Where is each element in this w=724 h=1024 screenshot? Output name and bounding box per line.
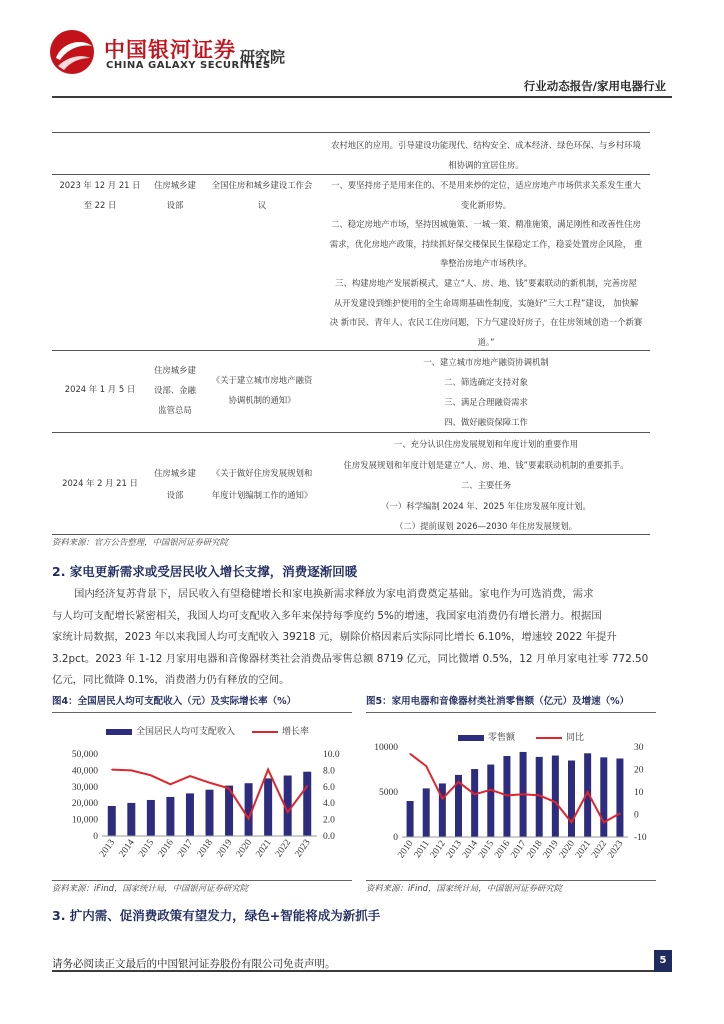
y-tick-label: 40,000 — [71, 766, 98, 777]
line-point — [458, 781, 459, 782]
line-point — [131, 770, 132, 771]
bar — [439, 783, 446, 837]
bar — [503, 756, 510, 837]
table-row-3-dept: 住房城乡建 设部 — [154, 468, 196, 500]
line-point — [228, 788, 229, 789]
x-tick-label: 2013 — [98, 837, 118, 860]
y-tick-label: 30,000 — [71, 782, 98, 793]
table-row-3-date: 2024 年 2 月 21 日 — [62, 478, 138, 488]
x-tick-label: 2017 — [176, 837, 196, 860]
x-tick-label: 2023 — [293, 837, 313, 860]
line-point — [539, 795, 540, 796]
x-tick-label: 2013 — [444, 838, 464, 861]
line-point — [522, 794, 523, 795]
x-tick-label: 2020 — [234, 837, 255, 860]
line-point — [603, 822, 604, 823]
table-row-3-doc: 《关于做好住房发展规划和 年度计划编制工作的通知》 — [211, 468, 313, 500]
legend-line-swatch — [536, 737, 562, 739]
table-row-1-date: 2023 年 12 月 21 日 至 22 日 — [59, 180, 141, 210]
header-rule — [52, 96, 672, 98]
y2-tick-label: 10 — [634, 788, 644, 798]
table-rule — [52, 534, 650, 535]
table-row-0-content: 农村地区的应用。引导建设功能现代、结构安全、成本经济、绿色环保、与乡村环境 相协调的宜居住房。 — [331, 140, 641, 170]
line-point — [506, 795, 507, 796]
table-row-2-date: 2024 年 1 月 5 日 — [64, 384, 136, 394]
institute-label: 研究院 — [240, 48, 286, 66]
table-row-2-doc: 《关于建立城市房地产融资 协调机制的通知》 — [211, 375, 313, 405]
line-point — [209, 782, 210, 783]
report-type: 行业动态报告/家用电器行业 — [523, 79, 666, 93]
line-point — [268, 769, 269, 770]
table-row-2-content: 一、建立城市房地产融资协调机制 二、筛选确定支持对象 三、满足合理融资需求 四、做好融资保障工作 — [423, 357, 549, 427]
fig4-legend-growth: 增长率 — [252, 724, 309, 737]
bar — [616, 759, 623, 837]
section-2-title: 2. 家电更新需求或受居民收入增长支撑，消费逐渐回暖 — [52, 564, 358, 579]
x-tick-label: 2021 — [574, 838, 594, 861]
bar — [568, 761, 575, 838]
bar — [166, 797, 174, 836]
line-point — [189, 776, 190, 777]
x-tick-label: 2018 — [525, 838, 545, 861]
line-point — [490, 789, 491, 790]
footer-rule — [52, 970, 672, 972]
x-tick-label: 2022 — [274, 837, 294, 860]
y-tick-label: 10000 — [374, 743, 398, 753]
x-tick-label: 2020 — [557, 838, 577, 861]
table-row-2-dept: 住房城乡建 设部、金融 监管总局 — [154, 365, 196, 415]
fig5-source: 资料来源：iFind，国家统计局，中国银河证券研究院 — [366, 883, 562, 893]
fig5-legend-yoy: 同比 — [536, 730, 584, 743]
table-rule — [52, 132, 650, 133]
table-rule — [52, 350, 650, 351]
x-tick-label: 2021 — [254, 837, 274, 860]
x-tick-label: 2015 — [477, 838, 497, 861]
y2-tick-label: 10.0 — [323, 750, 340, 760]
fig5-bottom-rule — [366, 880, 656, 881]
x-tick-label: 2012 — [428, 838, 448, 861]
section-2-paragraph: 国内经济复苏背景下，居民收入有望稳健增长和家电换新需求释放为家电消费奠定基础。家电作为可选消费，需求 与人均可支配增长紧密相关，我国人均可支配收入多年来保持每季度约 5%的增速，我国家电消费仍有增长潜力。根据国 家统计局数据，2023 年以来我国人均可支配收入 39218 元，剔除价格因素后实际同比增长 6.10%，增速较 2022 年提升 3.2pct。2023 年 1-12 月家用电器和音像器材类社会消费品零售总额 8719 亿元，同比微增 0.5%，12 月单月家电社零 772.50 亿元，同比微降 0.1%，消费潜力仍有释放的空间。 — [52, 588, 649, 686]
bar — [186, 793, 194, 836]
table-row-3-content: 一、充分认识住房发展规划和年度计划的重要作用 住房发展规划和年度计划是建立“人、房、地、钱”要素联动机制的重要抓手。 二、主要任务 （一）科学编制 2024 年、2025 年住房发展年度计划。 （二）提前谋划 2026—2030 年住房发展规划。 — [343, 439, 629, 531]
table-source: 资料来源：官方公告整理，中国银河证券研究院 — [52, 537, 228, 547]
bar — [303, 772, 311, 836]
fig4-source: 资料来源：iFind，国家统计局，中国银河证券研究院 — [52, 883, 248, 893]
x-tick-label: 2010 — [396, 838, 416, 861]
x-tick-label: 2014 — [117, 837, 137, 860]
bar — [127, 803, 135, 836]
y-tick-label: 50,000 — [71, 750, 98, 760]
fig4-legend-income: 全国居民人均可支配收入 — [106, 724, 235, 737]
bar — [108, 806, 116, 836]
y-tick-label: 20,000 — [71, 799, 98, 810]
logo-chinese-text: 中国银河证券 — [104, 38, 236, 62]
y-tick-label: 0 — [393, 833, 398, 843]
x-tick-label: 2015 — [137, 837, 157, 860]
y2-tick-label: 2.0 — [323, 815, 335, 826]
x-tick-label: 2019 — [541, 838, 561, 861]
x-tick-label: 2011 — [412, 838, 432, 861]
x-tick-label: 2016 — [156, 837, 176, 860]
line-point — [248, 818, 249, 819]
y2-tick-label: 8.0 — [323, 766, 335, 777]
line-point — [307, 785, 308, 786]
table-rule — [52, 432, 650, 433]
fig4-chart — [52, 740, 352, 880]
fig5-chart — [366, 740, 656, 880]
x-tick-label: 2023 — [606, 838, 626, 861]
logo-english-text: CHINA GALAXY SECURITIES — [106, 60, 271, 71]
line-point — [111, 769, 112, 770]
fig4-bottom-rule — [52, 880, 352, 881]
y2-tick-label: 0.0 — [323, 832, 335, 842]
section-3-title: 3. 扩内需、促消费政策有望发力，绿色+智能将成为新抓手 — [52, 908, 381, 923]
fig4-title: 图4：全国居民人均可支配收入（元）及实际增长率（%） — [52, 696, 297, 707]
fig5-title-rule — [366, 712, 656, 713]
y2-tick-label: 6.0 — [323, 782, 335, 793]
bar — [407, 801, 414, 837]
galaxy-logo-icon — [48, 28, 96, 76]
fig5-title: 图5：家用电器和音像器材类社消零售额（亿元）及增速（%） — [366, 696, 630, 707]
bar — [423, 788, 430, 837]
y-tick-label: 0 — [93, 832, 98, 842]
x-tick-label: 2019 — [215, 837, 235, 860]
bar — [147, 800, 155, 836]
legend-bar-swatch — [106, 729, 132, 735]
bar — [471, 769, 478, 837]
y-tick-label: 10,000 — [71, 815, 98, 826]
line-point — [587, 791, 588, 792]
y2-tick-label: 0 — [634, 810, 639, 821]
y2-tick-label: 30 — [634, 743, 644, 753]
fig4-title-rule — [52, 712, 352, 713]
line-point — [555, 802, 556, 803]
line-point — [571, 822, 572, 823]
bar — [552, 756, 559, 837]
legend-line-swatch — [252, 731, 278, 733]
line-point — [474, 794, 475, 795]
bar — [600, 757, 607, 837]
table-row-1-doc: 全国住房和城乡建设工作会 议 — [211, 180, 313, 210]
line-point — [287, 812, 288, 813]
page-number: 5 — [654, 950, 672, 972]
y2-tick-label: 4.0 — [323, 799, 335, 810]
x-tick-label: 2014 — [461, 838, 481, 861]
line-point — [409, 753, 410, 754]
x-tick-label: 2022 — [590, 838, 610, 861]
line-point — [150, 775, 151, 776]
line-point — [619, 813, 620, 814]
footer-disclaimer: 请务必阅读正文最后的中国银河证券股份有限公司免责声明。 — [52, 958, 336, 970]
line-point — [442, 798, 443, 799]
table-row-1-dept: 住房城乡建 设部 — [154, 180, 196, 210]
y-tick-label: 5000 — [379, 788, 398, 798]
line-point — [170, 784, 171, 785]
fig5-legend-sales: 零售额 — [458, 730, 515, 743]
y2-tick-label: 20 — [634, 765, 644, 776]
table-row-1-content: 一、要坚持房子是用来住的、不是用来炒的定位，适应房地产市场供求关系发生重大 变化新形势。 二、稳定房地产市场，坚持因城施策、一城一策、精准施策，满足刚性和改善性住房 需求，优化房地产政策，持续抓好保交楼保民生保稳定工作，稳妥处置房企风险， 重 拳整治房地产市场秩序。 三、构建房地产发展新模式，建立“人、房、地、钱”要素联动的新机制，完善房屋 从开发建设到维护使用的全生命周期基础性制度，实施好“三大工程”建设， 加快解 决 新市民、青年人、农民工住房问题，下力气建设好房子，在住房领域创造一个新赛 道。” — [329, 180, 643, 347]
bar — [264, 778, 272, 836]
x-tick-label: 2018 — [195, 837, 215, 860]
bar — [206, 790, 214, 836]
x-tick-label: 2016 — [493, 838, 513, 861]
x-tick-label: 2017 — [509, 838, 529, 861]
table-rule — [52, 174, 650, 175]
y2-tick-label: -10 — [634, 833, 647, 843]
line-point — [426, 766, 427, 767]
bar — [487, 765, 494, 837]
